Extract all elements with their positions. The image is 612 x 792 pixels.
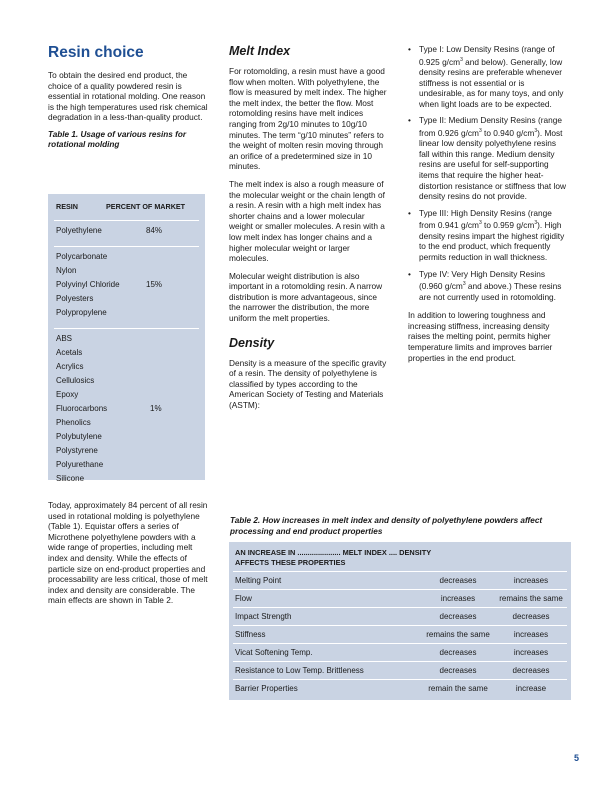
table1-resin-cell: Epoxy: [56, 390, 79, 399]
density-type-list: [408, 44, 568, 302]
table2-density-cell: increases: [513, 576, 549, 585]
table2-property-cell: Vicat Softening Temp.: [235, 648, 313, 657]
column-left: [48, 44, 208, 158]
table1-resin-cell: Fluorocarbons: [56, 404, 108, 413]
section-title-density: Density: [229, 335, 275, 350]
table1-resin-cell: Phenolics: [56, 418, 91, 427]
table1-resin-cell: Polyvinyl Chloride: [56, 280, 120, 289]
table2-density-cell: decreases: [512, 666, 550, 675]
table2-header: [235, 548, 567, 567]
table2-melt-cell: decreases: [439, 576, 477, 585]
table2-density-cell: remains the same: [499, 594, 563, 603]
table2-divider: [233, 571, 567, 572]
table1-resin-cell: Polybutylene: [56, 432, 102, 441]
table2-divider: [233, 625, 567, 626]
table1-resin-cell: Polystyrene: [56, 446, 98, 455]
table1-resin-cell: Polyesters: [56, 294, 94, 303]
table2-melt-cell: remains the same: [426, 630, 490, 639]
closing-paragraph-wrapper: [48, 500, 208, 613]
table2-melt-cell: remain the same: [428, 684, 488, 693]
table2-header-line2: AFFECTS THESE PROPERTIES: [235, 557, 346, 567]
table1-resin-cell: Cellulosics: [56, 376, 95, 385]
table1-caption: Table 1. Usage of various resins for rotational molding: [48, 129, 187, 149]
column-middle: [229, 44, 389, 418]
intro-paragraph: To obtain the desired end product, the choice of a quality powdered resin is essential in rotational molding. One reason is the high temperatures used risk chemical degradation in a less-than-quality product.: [48, 70, 208, 123]
closing-paragraph: Today, approximately 84 percent of all resin used in rotational molding is polyethylene (Table 1). Equistar offers a series of Microthene polyethylene powders with a wide range of properties, including melt index and density. While the effects of particle size on end-product properties and processability are less critical, those of melt index and density are considerable. The main effects are shown in Table 2.: [48, 500, 208, 606]
table1-resin-cell: Silicone: [56, 474, 85, 483]
density-summary-paragraph: In addition to lowering toughness and increasing stiffness, increasing density raises the melting point, permits higher temperature limits and improves barrier properties in the end product.: [408, 310, 553, 363]
list-item-type-4: • Type IV: Very High Density Resins (0.960 $g/cm^3$ and above.) These resins are not currently used in rotomolding.: [408, 269, 568, 303]
table1-resin-cell: ABS: [56, 334, 73, 343]
table1-resin-cell: Polypropylene: [56, 308, 107, 317]
table1-resin-cell: Polyethylene: [56, 226, 102, 235]
table2-divider: [233, 679, 567, 680]
table2-density-cell: increases: [513, 648, 549, 657]
table1-divider: [54, 246, 199, 247]
table2-divider: [233, 661, 567, 662]
table2-property-cell: Resistance to Low Temp. Brittleness: [235, 666, 364, 675]
table1-divider: [54, 220, 199, 221]
table2-melt-cell: decreases: [439, 612, 477, 621]
page-number: 5: [574, 753, 580, 763]
table1-resin-cell: Polyurethane: [56, 460, 104, 469]
table1-resin-cell: Acrylics: [56, 362, 84, 371]
table2-property-cell: Melting Point: [235, 576, 282, 585]
section-title-melt-index: Melt Index: [229, 44, 291, 58]
table1-resin-cell: Polycarbonate: [56, 252, 108, 261]
table1-header-percent: PERCENT OF MARKET: [106, 202, 186, 211]
melt-paragraph-3: Molecular weight distribution is also important in a rotomolding resin. A narrow distribution is more advantageous, since the narrower the distribution, the more uniform the melt properties.: [229, 270, 383, 324]
table2-melt-cell: decreases: [439, 666, 477, 675]
table2-header-line1: AN INCREASE IN ..................... MELT INDEX .... DENSITY: [235, 548, 432, 557]
table1-resin-cell: Acetals: [56, 348, 83, 357]
table2-melt-cell: increases: [440, 594, 476, 603]
table1-resin-cell: Nylon: [56, 266, 77, 275]
table2-density-cell: decreases: [512, 612, 550, 621]
table2-property-cell: Flow: [235, 594, 252, 603]
table1-percent-cell: 15%: [146, 280, 163, 289]
table2-density-cell: increases: [513, 630, 549, 639]
table2-divider: [233, 607, 567, 608]
table2-caption: Table 2. How increases in melt index and density of polyethylene powders affect processing and end product properties: [230, 516, 543, 536]
table1-percent-cell: 1%: [150, 404, 162, 413]
section-title-resin-choice: Resin choice: [48, 44, 144, 61]
list-item-type-2: • Type II: Medium Density Resins (range from 0.926 $g/cm^3$ to 0.940 $g/cm^3$). Most linear low density polyethylene resins fall within this range. Medium density resins are useful for self-supporting items that require the higher heat-distortion resistance or stiffness that low density resins do not provide.: [408, 115, 568, 202]
table1-resin-usage: [48, 194, 205, 483]
table2-property-effects: [229, 542, 571, 700]
table2-property-cell: Barrier Properties: [235, 684, 298, 693]
melt-paragraph-1: For rotomolding, a resin must have a good flow when molten. With polyethylene, the flow is measured by melt index. The higher the melt index, the better the flow. Most rotomolding resins have melt indices ranging from 2g/10 minutes to 10g/10 minutes. The term “g/10 minutes” refers to the weight of molten resin moving through an orifice of a predetermined size in 10 minutes.: [229, 66, 387, 172]
table2-divider: [233, 643, 567, 644]
table1-header-resin: RESIN: [56, 202, 78, 211]
table2-melt-cell: decreases: [439, 648, 477, 657]
table1-percent-cell: 84%: [146, 226, 163, 235]
table1-divider: [54, 328, 199, 329]
list-item-type-1: • Type I: Low Density Resins (range of 0.925 $g/cm^3$ and below). Generally, low density resins are preferable whenever stiffness is not essential or is undesirable, as for many toys, and only when light loads are to be expected.: [408, 44, 568, 109]
density-paragraph: Density is a measure of the specific gravity of a resin. The density of polyethylene is classified by types according to the American Society of Testing and Materials (ASTM):: [229, 357, 387, 411]
table2-divider: [233, 589, 567, 590]
list-item-type-3: • Type III: High Density Resins (range from 0.941 $g/cm^3$ to 0.959 $g/cm^3$). High density resins impart the highest rigidity to the end product, which frequently permits reduction in wall thickness.: [408, 208, 568, 263]
table2-density-cell: increase: [515, 684, 547, 693]
melt-paragraph-2: The melt index is also a rough measure of the molecular weight or the chain length of a resin. A resin with a high melt index has shorter chains and a lower molecular weight or smaller molecules. A resin with a low melt index has longer chains and a higher molecular weight or larger molecules.: [229, 178, 385, 264]
table2-property-cell: Stiffness: [235, 630, 266, 639]
column-right: [408, 44, 568, 370]
table2-property-cell: Impact Strength: [235, 612, 292, 621]
